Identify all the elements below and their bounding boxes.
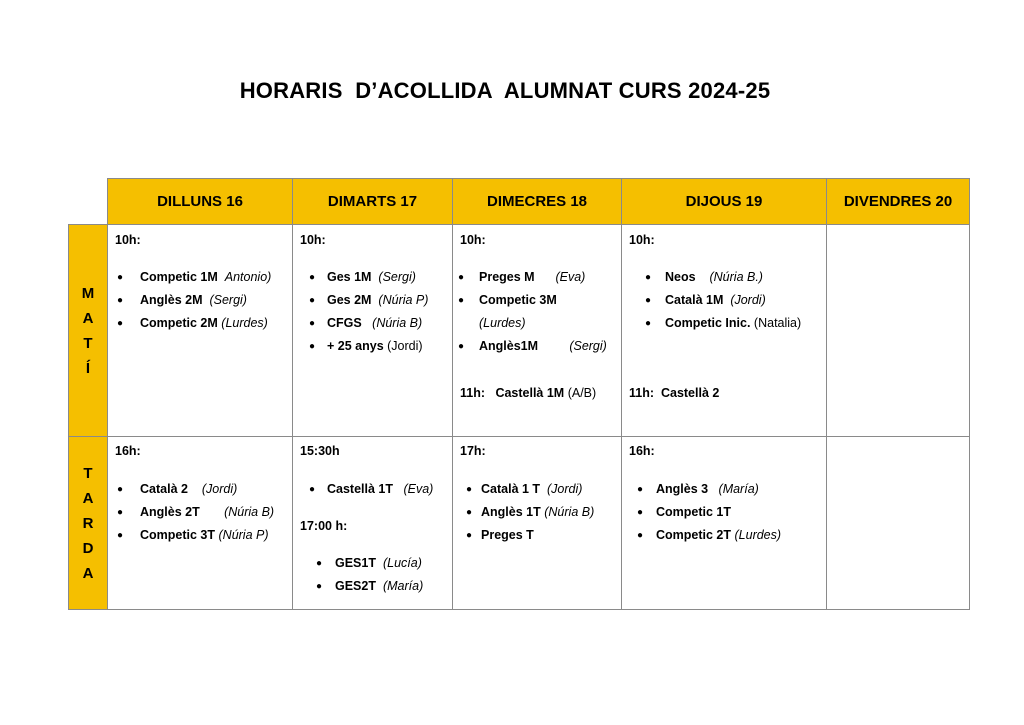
course-name: Competic 3T bbox=[140, 528, 216, 542]
time-label: 17h: bbox=[460, 444, 486, 458]
time-label: 11h: bbox=[629, 386, 655, 400]
list-item bbox=[665, 316, 801, 330]
teacher-name: (Sergi) bbox=[378, 270, 416, 284]
tarda-letter: A bbox=[82, 564, 94, 582]
teacher-name: (Jordi) bbox=[387, 339, 423, 353]
bullet-icon: ● bbox=[117, 484, 124, 495]
group-note: (A/B) bbox=[567, 386, 597, 400]
bullet-icon: ● bbox=[637, 530, 644, 541]
header-divendres: DIVENDRES 20 bbox=[826, 178, 970, 225]
list-item bbox=[327, 316, 422, 330]
header-dijous: DIJOUS 19 bbox=[621, 178, 827, 225]
list-item bbox=[140, 482, 237, 496]
bullet-icon: ● bbox=[309, 484, 316, 495]
list-item bbox=[140, 316, 268, 330]
course-name: Català 1 T bbox=[481, 482, 541, 496]
bullet-icon: ● bbox=[117, 272, 124, 283]
time-label: 10h: bbox=[460, 233, 486, 247]
mati-letter: M bbox=[81, 284, 95, 302]
time-label: 16h: bbox=[115, 444, 141, 458]
teacher-name: (Natalia) bbox=[753, 316, 802, 330]
list-item bbox=[335, 579, 423, 593]
bullet-icon: ● bbox=[466, 530, 473, 541]
cell-tarda-dijous bbox=[621, 436, 827, 610]
time-label: 10h: bbox=[115, 233, 141, 247]
list-item bbox=[327, 270, 416, 284]
list-item bbox=[656, 528, 781, 542]
time-label: 15:30h bbox=[300, 444, 340, 458]
list-item bbox=[665, 293, 766, 307]
course-name: Anglès1M bbox=[479, 339, 539, 353]
course-name: Preges T bbox=[481, 528, 534, 542]
course-name: Neos bbox=[665, 270, 696, 284]
header-dilluns: DILLUNS 16 bbox=[107, 178, 293, 225]
extra-session bbox=[460, 386, 596, 400]
list-item bbox=[327, 482, 433, 496]
cell-mati-dimarts bbox=[292, 224, 453, 437]
bullet-icon: ● bbox=[645, 295, 652, 306]
bullet-icon: ● bbox=[309, 272, 316, 283]
list-item bbox=[656, 505, 731, 519]
bullet-icon: ● bbox=[637, 507, 644, 518]
cell-tarda-dilluns bbox=[107, 436, 293, 610]
list-item bbox=[140, 528, 269, 542]
list-item bbox=[479, 293, 557, 307]
cell-tarda-dimecres bbox=[452, 436, 622, 610]
teacher-name: (María) bbox=[718, 482, 759, 496]
list-item bbox=[327, 293, 428, 307]
course-name: Anglès 3 bbox=[656, 482, 709, 496]
cell-mati-divendres bbox=[826, 224, 970, 437]
bullet-icon: ● bbox=[316, 558, 323, 569]
course-name: Competic 2M bbox=[140, 316, 218, 330]
bullet-icon: ● bbox=[309, 295, 316, 306]
cell-mati-dijous bbox=[621, 224, 827, 437]
teacher-name: (Núria P) bbox=[218, 528, 269, 542]
list-item bbox=[140, 505, 274, 519]
course-name: Anglès 2T bbox=[140, 505, 200, 519]
time-label: 10h: bbox=[300, 233, 326, 247]
teacher-name: (Núria B.) bbox=[709, 270, 763, 284]
course-name: GES1T bbox=[335, 556, 376, 570]
tarda-letter: D bbox=[82, 539, 94, 557]
teacher-name: (Jordi) bbox=[201, 482, 238, 496]
header-dimarts: DIMARTS 17 bbox=[292, 178, 453, 225]
period-mati bbox=[68, 224, 108, 437]
course-name: CFGS bbox=[327, 316, 362, 330]
time-label: 16h: bbox=[629, 444, 655, 458]
bullet-icon: ● bbox=[117, 295, 124, 306]
bullet-icon: ● bbox=[458, 295, 465, 306]
list-item bbox=[335, 556, 422, 570]
course-name: Anglès 1T bbox=[481, 505, 541, 519]
teacher-name: (Lurdes) bbox=[221, 316, 268, 330]
bullet-icon: ● bbox=[309, 318, 316, 329]
tarda-letter: T bbox=[83, 464, 93, 482]
bullet-icon: ● bbox=[637, 484, 644, 495]
course-name: Català 2 bbox=[140, 482, 188, 496]
extra-session bbox=[629, 386, 719, 400]
bullet-icon: ● bbox=[466, 484, 473, 495]
bullet-icon: ● bbox=[645, 318, 652, 329]
course-name: Ges 1M bbox=[327, 270, 372, 284]
time-label: 10h: bbox=[629, 233, 655, 247]
course-name: Competic 3M bbox=[479, 293, 557, 307]
course-name: Competic 2T bbox=[656, 528, 732, 542]
course-name: Ges 2M bbox=[327, 293, 372, 307]
teacher-name: (Jordi) bbox=[547, 482, 583, 496]
mati-letter: A bbox=[82, 309, 94, 327]
list-item bbox=[481, 482, 582, 496]
teacher-name: (Sergi) bbox=[569, 339, 607, 353]
teacher-name: (Lurdes) bbox=[479, 316, 526, 330]
teacher-name: (Núria B) bbox=[224, 505, 275, 519]
list-item-continuation bbox=[479, 316, 526, 330]
course-name: Castellà 2 bbox=[660, 386, 720, 400]
cell-mati-dilluns bbox=[107, 224, 293, 437]
teacher-name: (Sergi) bbox=[209, 293, 247, 307]
teacher-name: (Núria B) bbox=[372, 316, 423, 330]
list-item bbox=[479, 270, 585, 284]
list-item bbox=[481, 528, 534, 542]
time-label: 17:00 h: bbox=[300, 519, 348, 533]
teacher-name: (Jordi) bbox=[730, 293, 766, 307]
mati-letter: T bbox=[83, 334, 93, 352]
period-tarda bbox=[68, 436, 108, 610]
course-name: Competic 1M bbox=[140, 270, 218, 284]
course-name: Preges M bbox=[479, 270, 535, 284]
course-name: Castellà 1M bbox=[495, 386, 565, 400]
course-name: + 25 anys bbox=[327, 339, 384, 353]
cell-mati-dimecres bbox=[452, 224, 622, 437]
course-name: Català 1M bbox=[665, 293, 724, 307]
bullet-icon: ● bbox=[117, 318, 124, 329]
list-item bbox=[481, 505, 594, 519]
course-name: Anglès 2M bbox=[140, 293, 203, 307]
teacher-name: (Eva) bbox=[403, 482, 434, 496]
bullet-icon: ● bbox=[458, 341, 465, 352]
list-item bbox=[140, 293, 247, 307]
list-item bbox=[656, 482, 759, 496]
bullet-icon: ● bbox=[316, 581, 323, 592]
time-label: 11h: bbox=[460, 386, 486, 400]
list-item bbox=[665, 270, 763, 284]
list-item bbox=[140, 270, 271, 284]
course-name: Competic 1T bbox=[656, 505, 732, 519]
teacher-name: (Lurdes) bbox=[734, 528, 782, 542]
teacher-name: (Núria P) bbox=[378, 293, 429, 307]
course-name: Castellà 1T bbox=[327, 482, 394, 496]
tarda-letter: A bbox=[82, 489, 94, 507]
list-item bbox=[479, 339, 607, 353]
mati-letter: Í bbox=[85, 359, 91, 377]
bullet-icon: ● bbox=[466, 507, 473, 518]
header-dimecres: DIMECRES 18 bbox=[452, 178, 622, 225]
page-title: HORARIS D’ACOLLIDA ALUMNAT CURS 2024-25 bbox=[239, 78, 771, 103]
teacher-name: (Núria B) bbox=[544, 505, 595, 519]
course-name: GES2T bbox=[335, 579, 376, 593]
teacher-name: Antonio) bbox=[224, 270, 272, 284]
bullet-icon: ● bbox=[458, 272, 465, 283]
tarda-letter: R bbox=[82, 514, 94, 532]
bullet-icon: ● bbox=[645, 272, 652, 283]
bullet-icon: ● bbox=[117, 530, 124, 541]
teacher-name: (Lucía) bbox=[382, 556, 422, 570]
list-item bbox=[327, 339, 423, 353]
bullet-icon: ● bbox=[117, 507, 124, 518]
cell-tarda-divendres bbox=[826, 436, 970, 610]
teacher-name: (María) bbox=[382, 579, 424, 593]
course-name: Competic Inic. bbox=[665, 316, 751, 330]
teacher-name: (Eva) bbox=[555, 270, 586, 284]
bullet-icon: ● bbox=[309, 341, 316, 352]
